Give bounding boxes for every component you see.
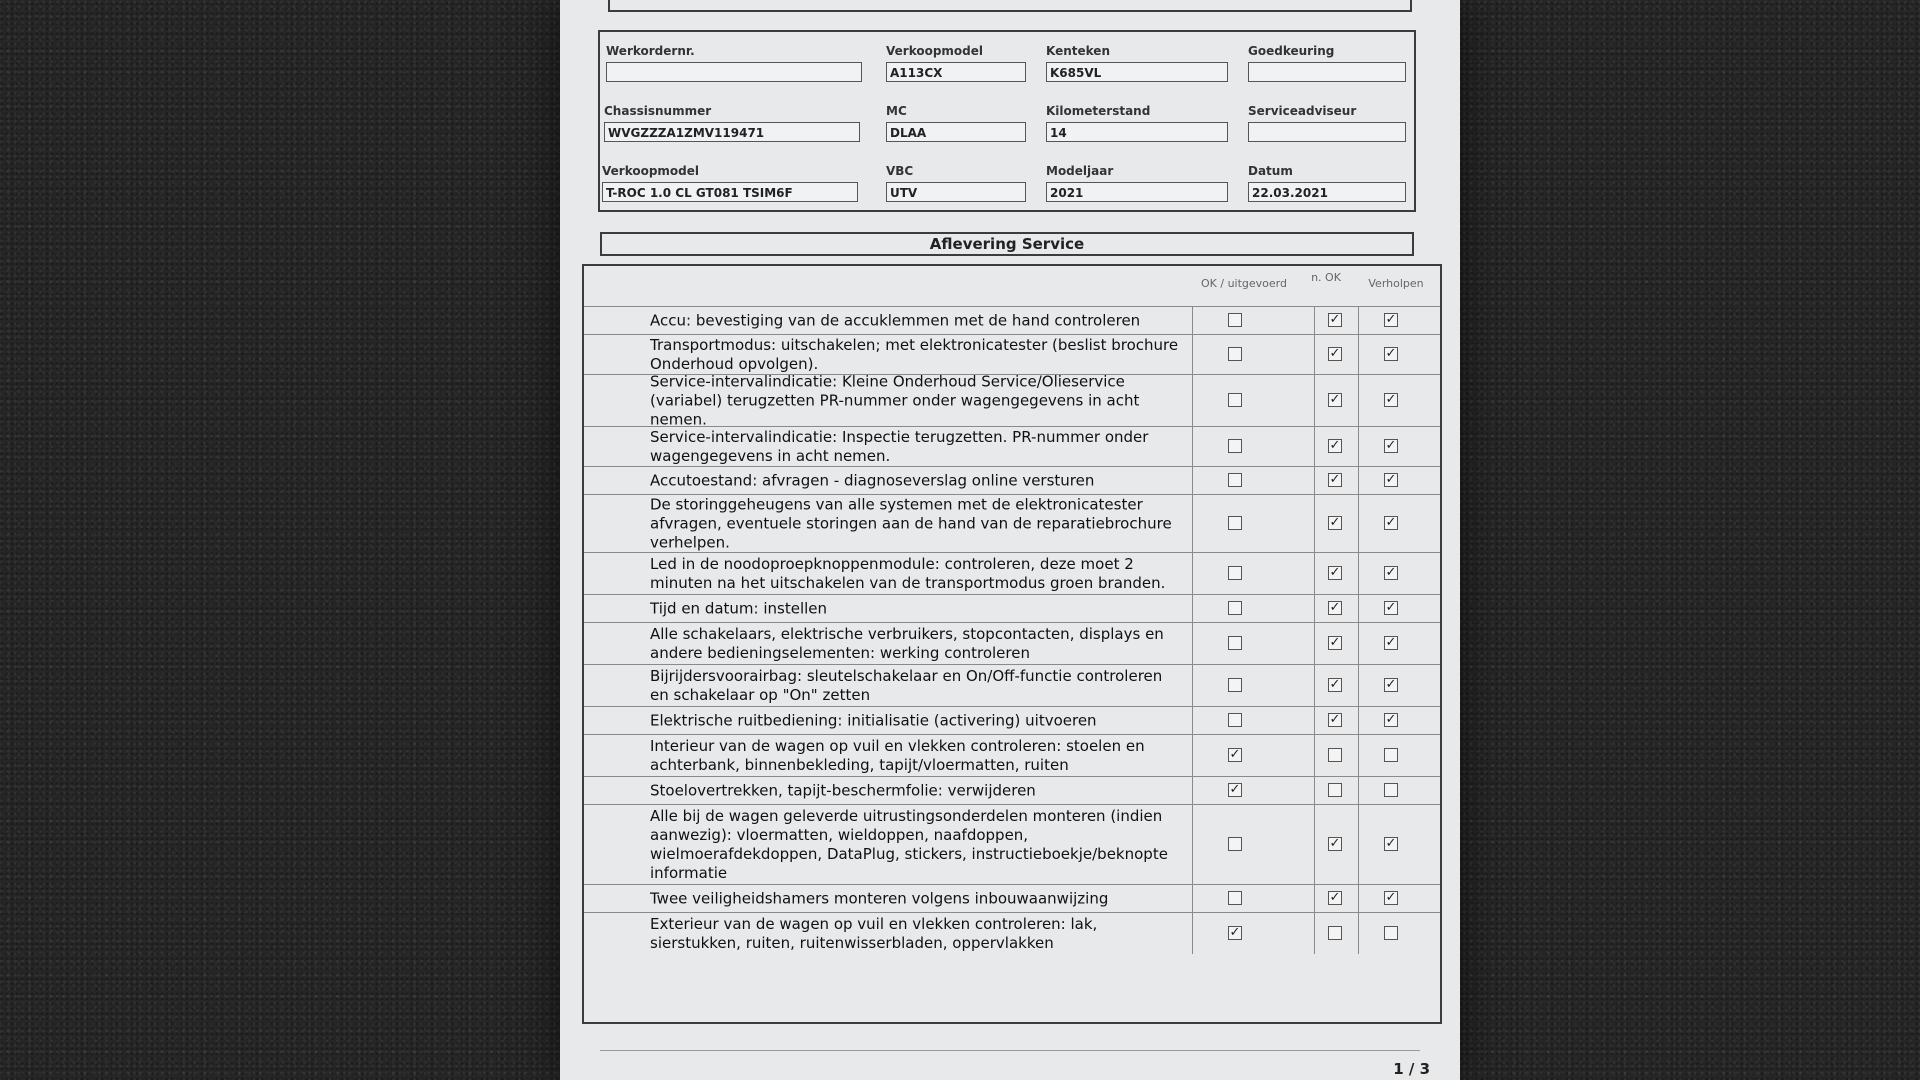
checkbox-not-ok[interactable]: ✓: [1329, 437, 1341, 453]
field-value: [1248, 62, 1406, 82]
column-divider: [1314, 665, 1315, 706]
field-value: [1248, 122, 1406, 142]
column-divider: [1358, 467, 1359, 494]
field-label: VBC: [886, 164, 914, 178]
checkbox-not-ok[interactable]: ✓: [1329, 889, 1341, 905]
checkbox-verholpen[interactable]: ✓: [1385, 514, 1397, 530]
checklist-row: [584, 494, 1440, 552]
checkbox-not-ok[interactable]: [1328, 783, 1342, 797]
checklist-row: [584, 594, 1440, 622]
checklist-item-text: Twee veiligheidshamers monteren volgens inbouwaanwijzing: [650, 889, 1109, 907]
checkbox-verholpen[interactable]: ✓: [1385, 889, 1397, 905]
checklist-item-text: Alle schakelaars, elektrische verbruikers, stopcontacten, displays en andere bedieningselementen: werking controleren: [650, 624, 1164, 662]
column-divider: [1358, 335, 1359, 374]
checkbox-ok[interactable]: [1228, 473, 1242, 487]
column-divider: [1192, 665, 1193, 706]
checkbox-not-ok[interactable]: ✓: [1329, 599, 1341, 615]
checklist-row: [584, 426, 1440, 466]
checklist-item-text: Interieur van de wagen op vuil en vlekken controleren: stoelen en achterbank, binnenbekleding, tapijt/vloermatten, ruiten: [650, 736, 1145, 774]
checklist-row: [584, 804, 1440, 884]
checkbox-verholpen[interactable]: ✓: [1385, 711, 1397, 727]
column-divider: [1358, 735, 1359, 776]
column-divider: [1314, 623, 1315, 664]
column-divider: [1192, 335, 1193, 374]
field-value: A113CX: [886, 62, 1026, 82]
column-divider: [1358, 495, 1359, 552]
column-divider: [1314, 707, 1315, 734]
column-divider: [1192, 623, 1193, 664]
field-value: 14: [1046, 122, 1228, 142]
checkbox-not-ok[interactable]: ✓: [1329, 345, 1341, 361]
column-divider: [1314, 375, 1315, 426]
column-header-verholpen: Verholpen: [1368, 277, 1424, 290]
column-divider: [1314, 553, 1315, 594]
checklist-row: [584, 374, 1440, 426]
column-header-not-ok: n. OK: [1311, 271, 1341, 284]
checkbox-verholpen[interactable]: ✓: [1385, 471, 1397, 487]
checkbox-ok[interactable]: [1228, 516, 1242, 530]
checklist-item-text: De storinggeheugens van alle systemen met de elektronicatester afvragen, eventuele storingen aan de hand van de reparatiebrochure verhelpen.: [650, 495, 1172, 551]
field-value: [606, 62, 862, 82]
checklist-row: [584, 622, 1440, 664]
checklist-item-text: Elektrische ruitbediening: initialisatie (activering) uitvoeren: [650, 711, 1097, 729]
column-divider: [1314, 805, 1315, 884]
field-label: Verkoopmodel: [602, 164, 700, 178]
field-label: Modeljaar: [1046, 164, 1114, 178]
field-label: Goedkeuring: [1248, 44, 1335, 58]
field-vbc: [886, 164, 1026, 202]
column-divider: [1358, 885, 1359, 912]
field-value: K685VL: [1046, 62, 1228, 82]
column-header-ok: OK / uitgevoerd: [1201, 277, 1287, 290]
checkbox-ok[interactable]: [1228, 313, 1242, 327]
field-werkordernr: [606, 44, 862, 82]
column-divider: [1358, 805, 1359, 884]
checklist-item-text: Tijd en datum: instellen: [650, 599, 828, 617]
column-divider: [1314, 735, 1315, 776]
checkbox-verholpen[interactable]: [1384, 783, 1398, 797]
column-divider: [1192, 427, 1193, 466]
checklist-item-text: Led in de noodoproepknoppenmodule: controleren, deze moet 2 minuten na het uitschakelen van de transportmodus groen branden.: [650, 554, 1166, 592]
field-kilometerstand: [1046, 104, 1228, 142]
column-divider: [1358, 595, 1359, 622]
checklist-row: [584, 552, 1440, 594]
checkbox-ok[interactable]: [1228, 393, 1242, 407]
column-divider: [1192, 307, 1193, 334]
column-divider: [1192, 375, 1193, 426]
checklist-item-text: Stoelovertrekken, tapijt-beschermfolie: verwijderen: [650, 781, 1036, 799]
field-label: Verkoopmodel: [886, 44, 984, 58]
field-verkoopmodel-name: [602, 164, 858, 202]
checkbox-ok[interactable]: [1228, 347, 1242, 361]
checkbox-ok[interactable]: [1228, 601, 1242, 615]
checkbox-ok[interactable]: ✓: [1229, 746, 1241, 762]
field-modeljaar: [1046, 164, 1228, 202]
column-divider: [1314, 595, 1315, 622]
field-label: MC: [886, 104, 907, 118]
column-divider: [1192, 913, 1193, 954]
field-label: Datum: [1248, 164, 1293, 178]
checkbox-not-ok[interactable]: [1328, 926, 1342, 940]
checkbox-verholpen[interactable]: ✓: [1385, 437, 1397, 453]
column-divider: [1192, 707, 1193, 734]
checkbox-verholpen[interactable]: ✓: [1385, 564, 1397, 580]
column-divider: [1358, 707, 1359, 734]
top-border-strip: [608, 0, 1412, 12]
checkbox-verholpen[interactable]: ✓: [1385, 311, 1397, 327]
field-label: Kenteken: [1046, 44, 1110, 58]
field-label: Werkordernr.: [606, 44, 695, 58]
checkbox-not-ok[interactable]: ✓: [1329, 676, 1341, 692]
field-verkoopmodel-code: [886, 44, 1026, 82]
checklist-row: [584, 664, 1440, 706]
checkbox-verholpen[interactable]: ✓: [1385, 345, 1397, 361]
checklist-item-text: Exterieur van de wagen op vuil en vlekken controleren: lak, sierstukken, ruiten, ruitenwisserbladen, oppervlakken: [650, 914, 1098, 952]
checklist-row: [584, 776, 1440, 804]
checkbox-verholpen[interactable]: ✓: [1385, 634, 1397, 650]
checkbox-not-ok[interactable]: ✓: [1329, 471, 1341, 487]
checklist-row: [584, 884, 1440, 912]
column-divider: [1192, 595, 1193, 622]
bottom-rule: [600, 1050, 1420, 1051]
column-divider: [1314, 495, 1315, 552]
checkbox-not-ok[interactable]: ✓: [1329, 514, 1341, 530]
checkbox-not-ok[interactable]: ✓: [1329, 311, 1341, 327]
checklist-item-text: Service-intervalindicatie: Inspectie terugzetten. PR-nummer onder wagengegevens in acht nemen.: [650, 427, 1149, 465]
checklist-row: [584, 734, 1440, 776]
field-value: DLAA: [886, 122, 1026, 142]
column-divider: [1358, 553, 1359, 594]
field-datum: [1248, 164, 1406, 202]
column-divider: [1314, 427, 1315, 466]
field-label: Kilometerstand: [1046, 104, 1151, 118]
checklist-item-text: Alle bij de wagen geleverde uitrustingsonderdelen monteren (indien aanwezig): vloermatten, wieldoppen, naafdoppen, wielmoerafdekdoppen, DataPlug, stickers, instructieboekje/beknopte informatie: [650, 806, 1168, 882]
checkbox-verholpen[interactable]: ✓: [1385, 676, 1397, 692]
field-value: UTV: [886, 182, 1026, 202]
checkbox-ok[interactable]: ✓: [1229, 781, 1241, 797]
checkbox-not-ok[interactable]: ✓: [1329, 634, 1341, 650]
field-goedkeuring: [1248, 44, 1406, 82]
checkbox-not-ok[interactable]: [1328, 748, 1342, 762]
column-divider: [1358, 777, 1359, 804]
page-number: 1 / 3: [1393, 1060, 1430, 1078]
column-divider: [1314, 777, 1315, 804]
checklist-row: [584, 706, 1440, 734]
checkbox-verholpen[interactable]: [1384, 926, 1398, 940]
field-chassisnummer: [604, 104, 860, 142]
column-divider: [1358, 665, 1359, 706]
checkbox-ok[interactable]: [1228, 713, 1242, 727]
column-divider: [1192, 777, 1193, 804]
checklist-item-text: Accu: bevestiging van de accuklemmen met de hand controleren: [650, 311, 1141, 329]
checklist-row: [584, 306, 1440, 334]
checkbox-ok[interactable]: [1228, 566, 1242, 580]
checkbox-verholpen[interactable]: [1384, 748, 1398, 762]
checkbox-not-ok[interactable]: ✓: [1329, 835, 1341, 851]
column-divider: [1192, 467, 1193, 494]
field-mc: [886, 104, 1026, 142]
field-value: 2021: [1046, 182, 1228, 202]
checklist-item-text: Bijrijdersvoorairbag: sleutelschakelaar en On/Off-functie controleren en schakelaar op "On" zetten: [650, 666, 1163, 704]
checkbox-ok[interactable]: [1228, 678, 1242, 692]
checklist-item-text: Transportmodus: uitschakelen; met elektronicatester (beslist brochure Onderhoud opvolgen).: [650, 335, 1179, 373]
column-divider: [1192, 735, 1193, 776]
column-divider: [1192, 553, 1193, 594]
column-divider: [1358, 913, 1359, 954]
checkbox-ok[interactable]: [1228, 891, 1242, 905]
column-divider: [1358, 375, 1359, 426]
checkbox-ok[interactable]: [1228, 837, 1242, 851]
column-divider: [1192, 495, 1193, 552]
checkbox-not-ok[interactable]: ✓: [1329, 711, 1341, 727]
column-divider: [1314, 335, 1315, 374]
checkbox-verholpen[interactable]: ✓: [1385, 835, 1397, 851]
column-divider: [1192, 885, 1193, 912]
checklist-item-text: Accutoestand: afvragen - diagnoseverslag online versturen: [650, 471, 1095, 489]
section-title: Aflevering Service: [600, 232, 1414, 256]
column-divider: [1314, 467, 1315, 494]
checkbox-not-ok[interactable]: ✓: [1329, 564, 1341, 580]
field-kenteken: [1046, 44, 1228, 82]
checklist-row: [584, 912, 1440, 954]
field-label: Serviceadviseur: [1248, 104, 1357, 118]
checklist-item-text: Service-intervalindicatie: Kleine Onderhoud Service/Olieservice (variabel) terugzetten PR-nummer onder wagengegevens in acht nemen.: [650, 372, 1140, 428]
field-serviceadviseur: [1248, 104, 1406, 142]
service-form-paper: [560, 0, 1460, 1080]
checkbox-verholpen[interactable]: ✓: [1385, 599, 1397, 615]
checkbox-ok[interactable]: [1228, 439, 1242, 453]
column-divider: [1358, 307, 1359, 334]
field-label: Chassisnummer: [604, 104, 712, 118]
column-divider: [1314, 885, 1315, 912]
vehicle-info-header: [598, 30, 1416, 212]
checkbox-ok[interactable]: ✓: [1229, 924, 1241, 940]
checklist-row: [584, 334, 1440, 374]
column-divider: [1314, 913, 1315, 954]
field-value: WVGZZZA1ZMV119471: [604, 122, 860, 142]
column-divider: [1192, 805, 1193, 884]
checkbox-verholpen[interactable]: ✓: [1385, 391, 1397, 407]
column-divider: [1358, 427, 1359, 466]
column-divider: [1314, 307, 1315, 334]
checkbox-ok[interactable]: [1228, 636, 1242, 650]
checkbox-not-ok[interactable]: ✓: [1329, 391, 1341, 407]
field-value: T-ROC 1.0 CL GT081 TSIM6F: [602, 182, 858, 202]
service-checklist: [582, 264, 1442, 1024]
column-divider: [1358, 623, 1359, 664]
field-value: 22.03.2021: [1248, 182, 1406, 202]
checklist-row: [584, 466, 1440, 494]
